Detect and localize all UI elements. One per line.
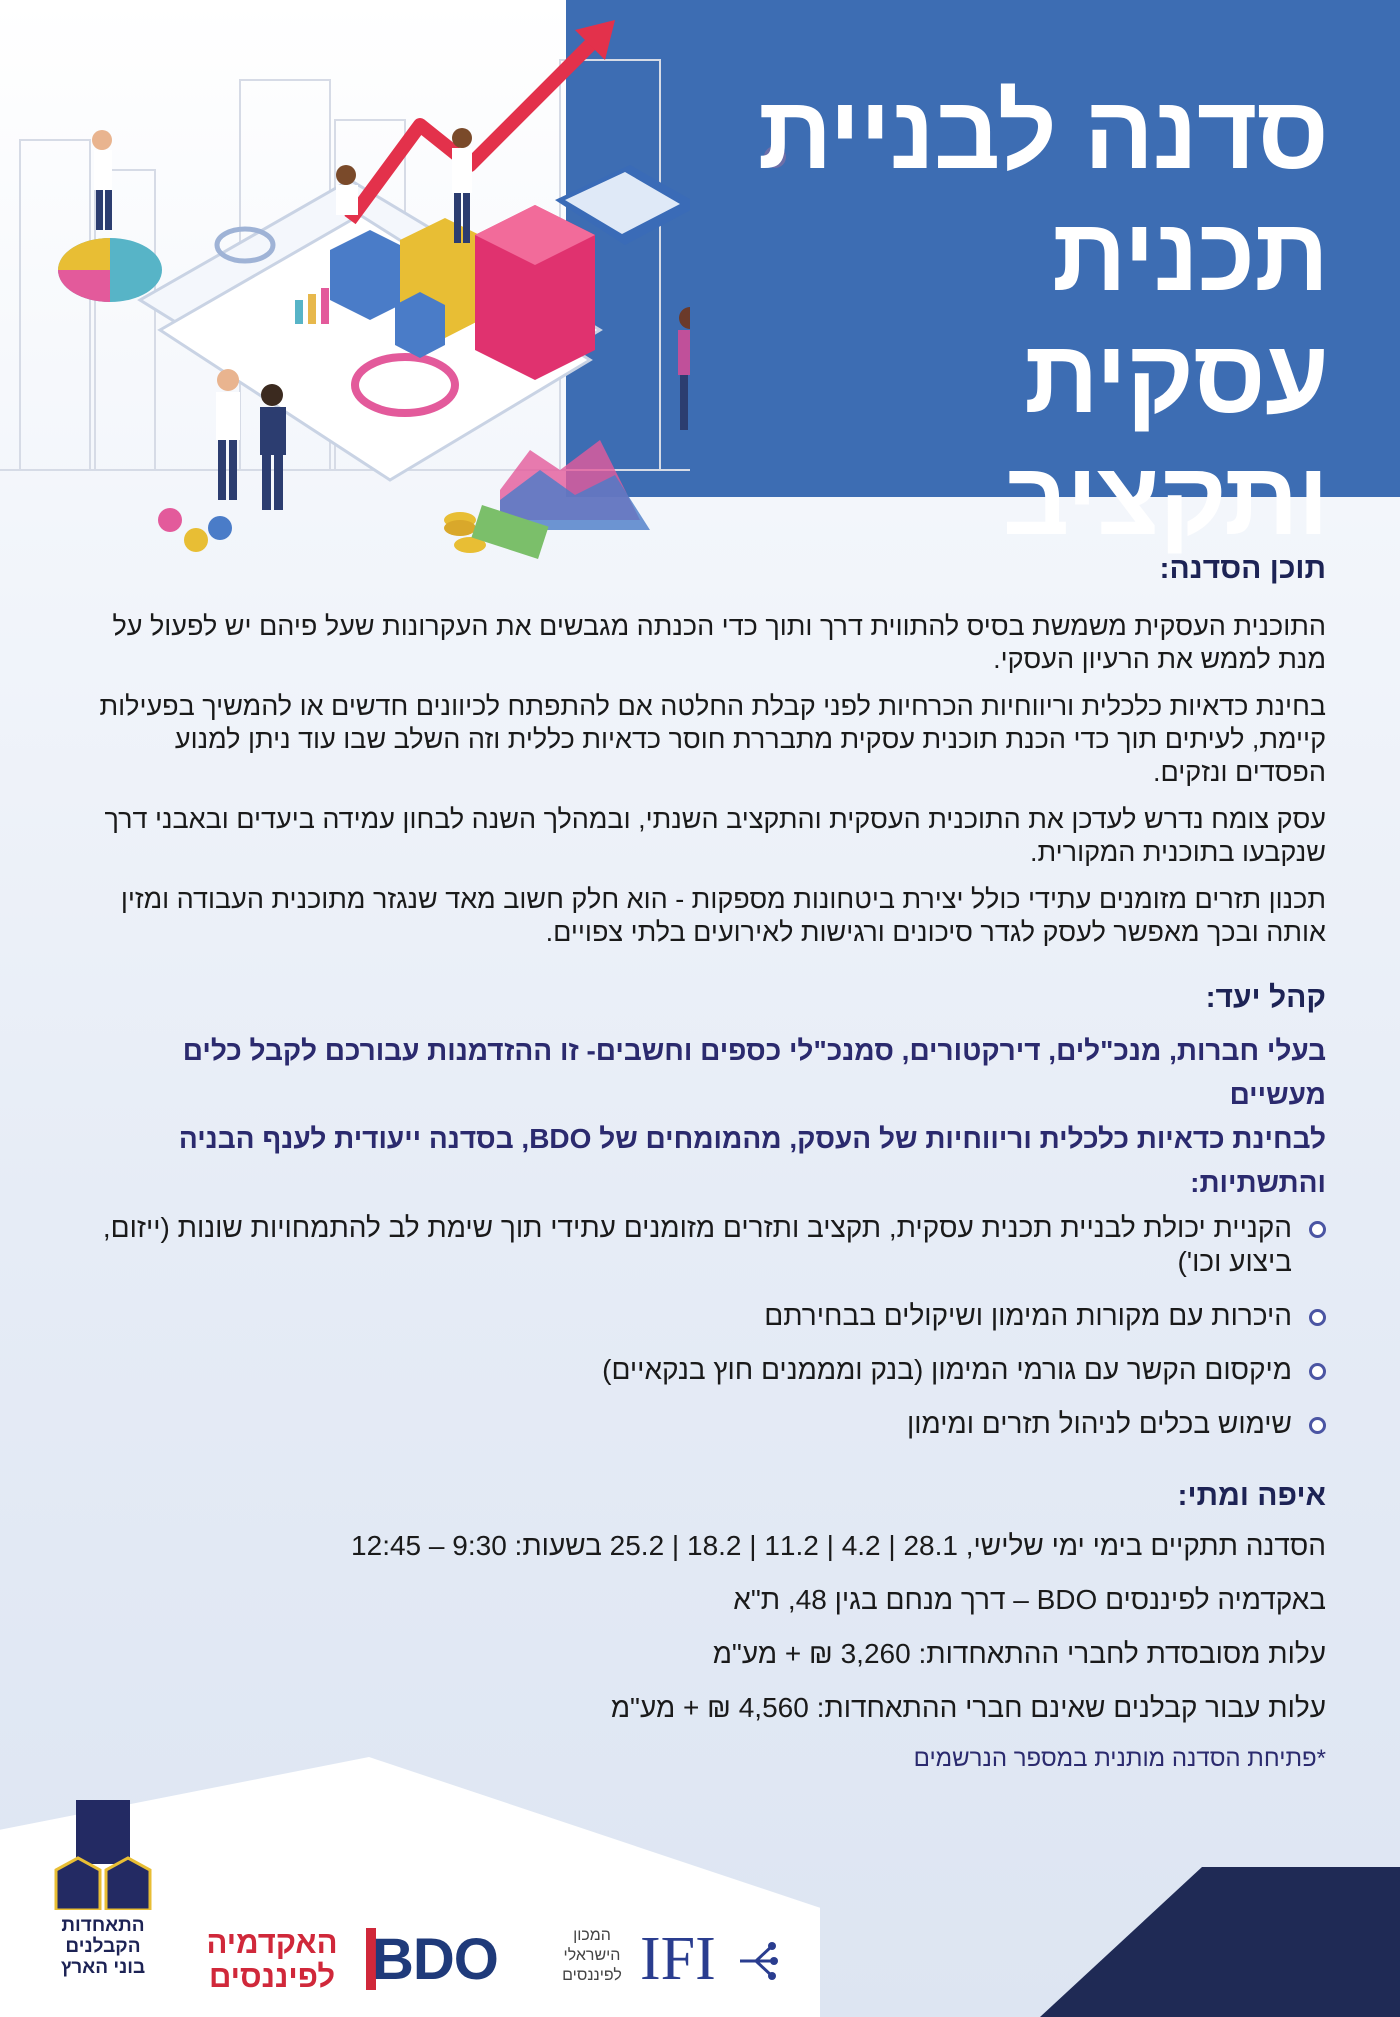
content-paragraph: תכנון תזרים מזומנים עתידי כולל יצירת ביטחונות מספקות - הוא חלק חשוב מאד שנגזר מתוכנית העבודה ומזין אותה ובכך מאפשר לעסק לגדר סיכונים ורגישות לאירועים בלתי צפויים. — [120, 884, 1326, 947]
page-title — [728, 72, 1328, 560]
list-item: היכרות עם מקורות המימון ושיקולים בבחירתם — [96, 1299, 1326, 1333]
schedule-text: הסדנה תתקיים בימי ימי שלישי, 28.1 | 4.2 | 11.2 | 18.2 | 25.2 בשעות: 9:30 – 12:45 — [351, 1530, 1326, 1561]
ifi-brand: IFI — [640, 1925, 716, 1993]
ifi-logo — [552, 1926, 782, 1996]
network-tree-icon — [734, 1938, 780, 1984]
footer-accent-shape — [1040, 1867, 1400, 2017]
business-growth-illustration — [0, 0, 690, 590]
list-item: מיקסום הקשר עם גורמי המימון (בנק ומממנים חוץ בנקאיים) — [96, 1353, 1326, 1387]
bdo-academy-text: האקדמיה לפיננסים — [206, 1925, 338, 1994]
list-item: הקניית יכולת לבניית תכנית עסקית, תקציב ותזרים מזומנים עתידי תוך שימת לב להתמחויות שונות (ייזום, ביצוע וכו') — [96, 1211, 1326, 1279]
bdo-academy-logo — [202, 1926, 532, 1996]
content-heading: תוכן הסדנה: — [1159, 552, 1326, 585]
price-members-text: עלות מסובסדת לחברי ההתאחדות: 3,260 ₪ + מע"מ — [712, 1638, 1326, 1669]
association-name-line-2: הקבלנים — [65, 1936, 141, 1957]
content-paragraph: עסק צומח נדרש לעדכן את התוכנית העסקית והתקציב השנתי, ובמהלך השנה לבחון עמידה ביעדים ובאבני דרך שנקבעו בתוכנית המקורית. — [104, 804, 1326, 867]
audience-line-1: בעלי חברות, מנכ"לים, דירקטורים, סמנכ"לי כספים וחשבים- זו ההזדמנות עבורכם לקבל כלים מעשיים — [182, 1035, 1326, 1110]
title-line-2: תכנית עסקית — [1024, 197, 1328, 435]
association-name-line-1: התאחדות — [61, 1915, 145, 1936]
contractors-association-logo — [48, 1800, 158, 1978]
bullet-circle-icon — [1309, 1221, 1326, 1238]
registration-note: *פתיחת הסדנה מותנית במספר הנרשמים — [913, 1745, 1326, 1772]
content-paragraph: בחינת כדאיות כלכלית וריווחיות הכרחיות לפני קבלת החלטה אם להתפתח לכיוונים חדשים או להמשיך בפעילות קיימת, לעיתים תוך כדי הכנת תוכנית עסקית מתבררת חוסר כדאיות כללית וזה השלב שבו עוד ניתן למנוע הפסדים ונזקים. — [99, 691, 1326, 787]
association-name-line-3: בוני הארץ — [60, 1957, 146, 1978]
association-emblem-icon — [48, 1800, 158, 1910]
bullet-circle-icon — [1309, 1417, 1326, 1434]
ifi-hebrew-name: המכון הישראלי לפיננסים — [562, 1927, 622, 1984]
price-nonmembers-text: עלות עבור קבלנים שאינם חברי ההתאחדות: 4,560 ₪ + מע"מ — [610, 1692, 1326, 1723]
bdo-brand: BDO — [372, 1927, 498, 1992]
main-content — [96, 552, 1326, 1773]
pie-chart-icon — [58, 238, 162, 302]
title-line-3: ותקציב — [1002, 441, 1328, 557]
content-paragraph: התוכנית העסקית משמשת בסיס להתווית דרך ותוך כדי הכנתה מגבשים את העקרונות שעל פיהם יש לפעול על מנת לממש את הרעיון העסקי. — [112, 611, 1326, 674]
goals-list — [96, 1211, 1326, 1441]
area-chart-icon — [500, 440, 650, 530]
growth-arrow-icon — [350, 40, 595, 220]
list-item: שימוש בכלים לניהול תזרים ומימון — [96, 1407, 1326, 1441]
bullet-circle-icon — [1309, 1309, 1326, 1326]
location-text: באקדמיה לפיננסים BDO – דרך מנחם בגין 48, ת"א — [733, 1584, 1326, 1615]
audience-line-2: לבחינת כדאיות כלכלית וריווחיות של העסק, מהמומחים של BDO, בסדנה ייעודית לענף הבניה והתשתיות: — [178, 1123, 1326, 1198]
title-line-1: סדנה לבניית — [757, 75, 1328, 191]
when-where-heading: איפה ומתי: — [1177, 1479, 1326, 1512]
audience-heading: קהל יעד: — [1205, 981, 1326, 1014]
bullet-circle-icon — [1309, 1363, 1326, 1380]
